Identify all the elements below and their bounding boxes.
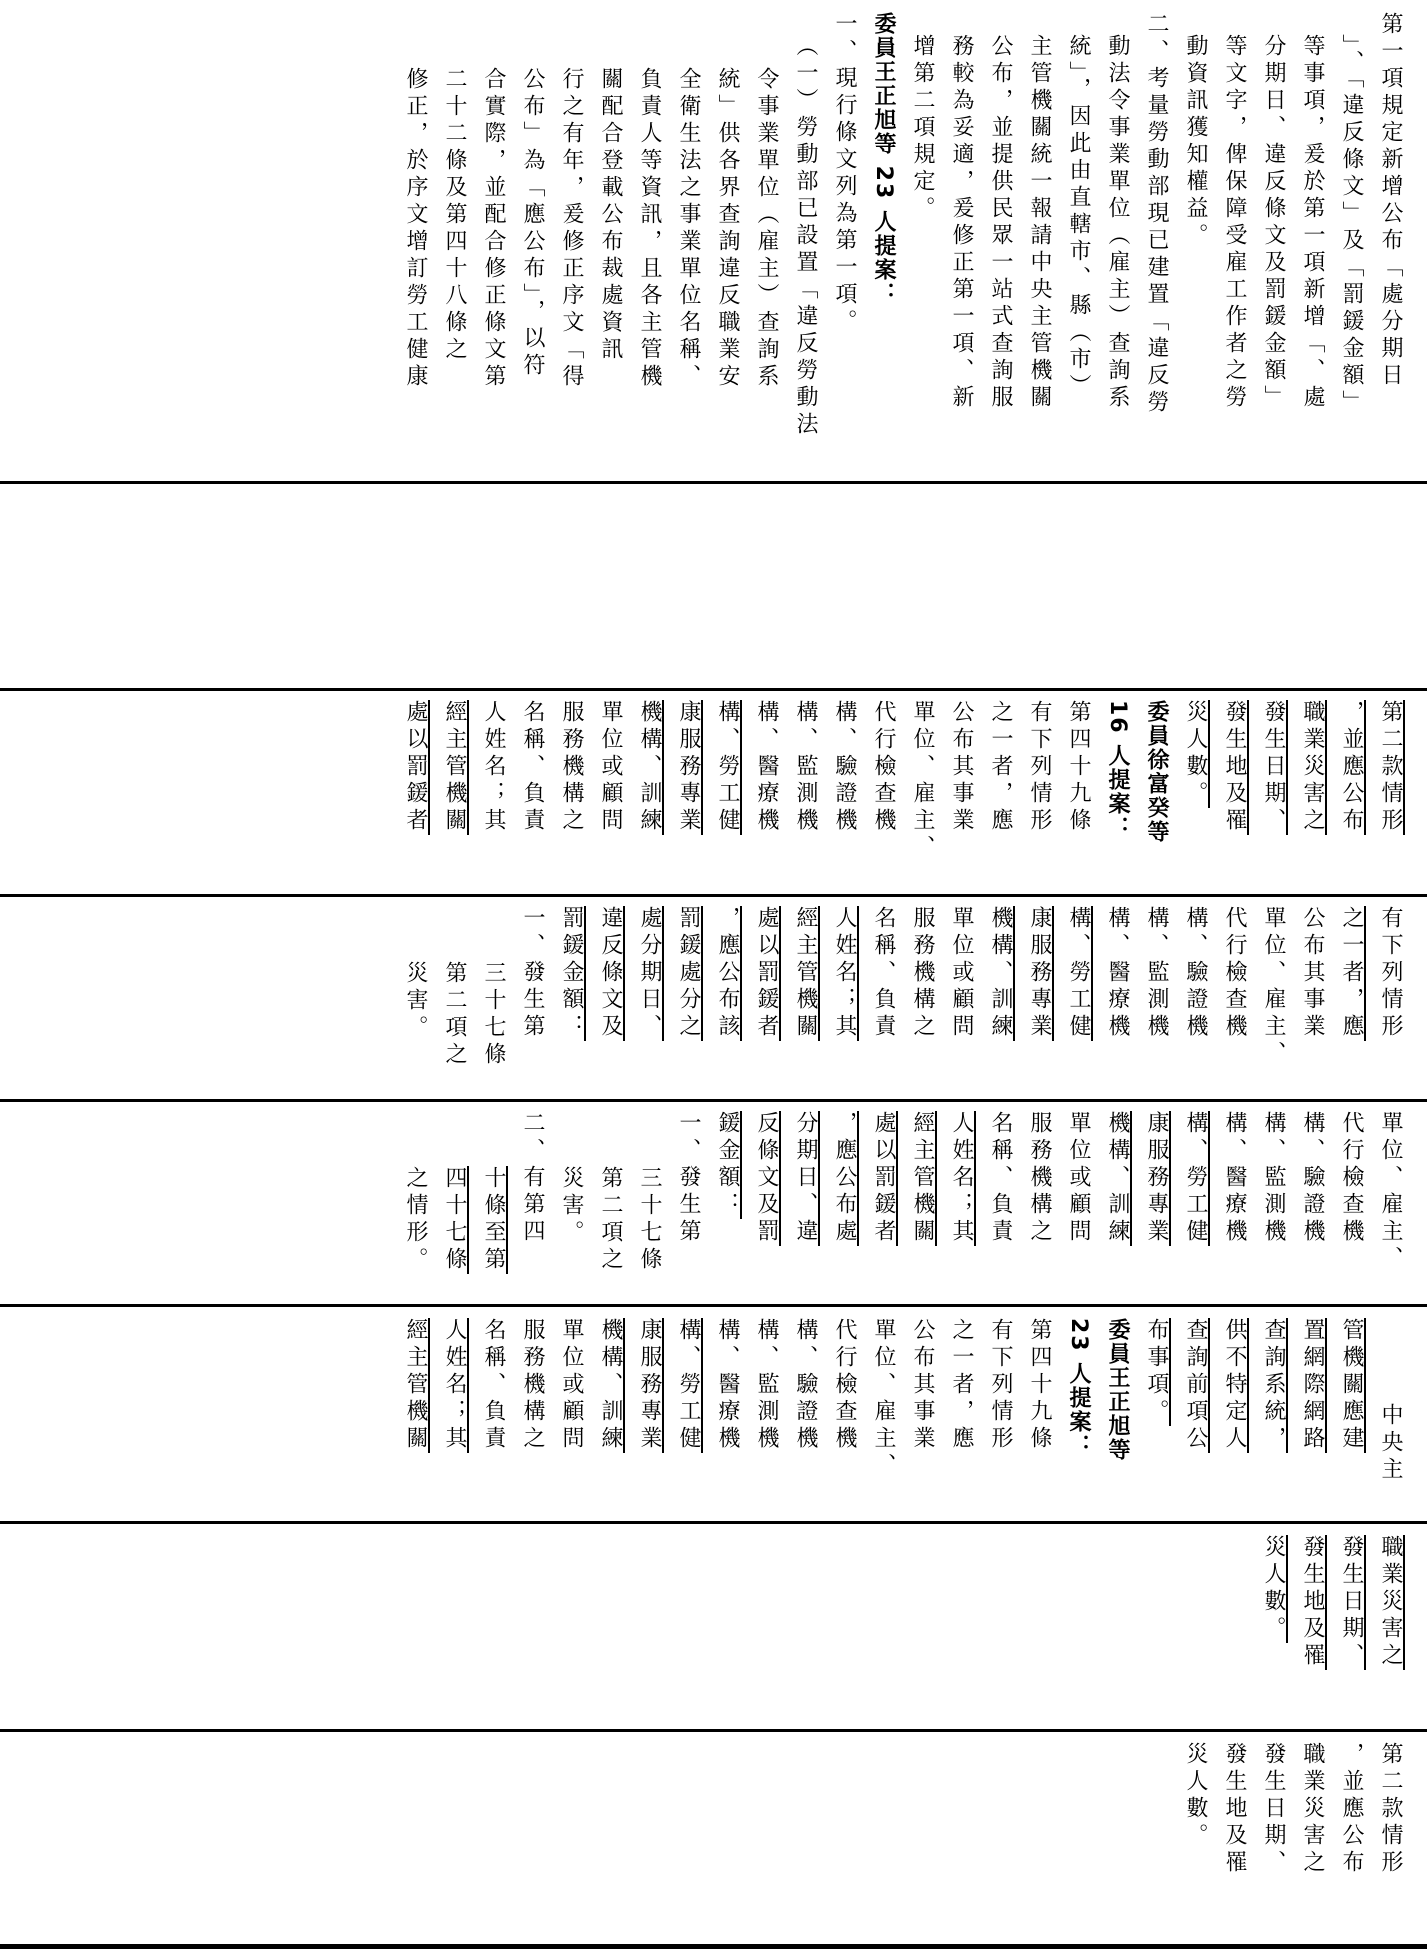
text-line: 處以罰鍰者: [871, 1111, 896, 1246]
text-line: 單位或顧問: [598, 700, 623, 835]
text-line: 代行檢查機: [871, 700, 896, 835]
divider-rule: [0, 894, 1427, 897]
article-text-block: [30, 1742, 1410, 1938]
text-line: 動資訊獲知權益。: [1183, 34, 1208, 250]
text-line: 統」，因此由直轄市、縣（市）: [1066, 34, 1091, 401]
text-line: 構、勞工健: [676, 1318, 701, 1453]
text-line: 人姓名；其: [949, 1111, 974, 1246]
explanation-block: [30, 12, 1410, 472]
article-text-block: [30, 906, 1410, 1092]
text-line: 一、現行條文列為第一項。: [832, 12, 857, 336]
text-line: 二、有第四: [520, 1111, 545, 1246]
text-line: 公布其事業: [949, 700, 974, 835]
text-line: 處以罰鍰者: [403, 700, 428, 835]
text-line: 單位、雇主、: [871, 1318, 896, 1480]
text-line: 中央主: [1378, 1403, 1403, 1484]
proposer-heading: 委員徐富癸等: [1144, 700, 1169, 844]
text-line: 之一者，應: [1339, 906, 1364, 1041]
text-line: 發生日期、: [1339, 1535, 1364, 1670]
text-line: 構、驗證機: [1183, 906, 1208, 1041]
text-line: 有下列情形: [988, 1318, 1013, 1453]
divider-rule: [0, 1304, 1427, 1307]
text-line: 關配合登載公布裁處資訊: [598, 67, 623, 364]
text-line: 行之有年，爰修正序文「得: [559, 67, 584, 391]
article-text-block: [30, 1535, 1410, 1721]
text-line: 主管機關統一報請中央主管機關: [1027, 34, 1052, 412]
text-line: 動法令事業單位（雇主）查詢系: [1105, 34, 1130, 412]
text-line: 名稱、負責: [520, 700, 545, 835]
text-line: 職業災害之: [1300, 1742, 1325, 1877]
text-line: 災害。: [559, 1166, 584, 1247]
text-line: 災人數。: [1261, 1535, 1286, 1643]
text-line: 服務機構之: [559, 700, 584, 835]
text-line: 第一項規定新增公布「處分期日: [1378, 12, 1403, 390]
proposer-heading: 委員王正旭等: [1105, 1318, 1130, 1462]
text-line: 一、發生第: [676, 1111, 701, 1246]
text-line: ，應公布該: [715, 906, 740, 1041]
text-line: 二十二條及第四十八條之: [442, 67, 467, 364]
text-line: 合實際，並配合修正條文第: [481, 67, 506, 391]
text-line: 構、醫療機: [1222, 1111, 1247, 1246]
text-line: 構、監測機: [793, 700, 818, 835]
text-line: 四十七條: [442, 1166, 467, 1274]
text-line: 災害。: [403, 961, 428, 1042]
text-line: 供不特定人: [1222, 1318, 1247, 1453]
text-line: 代行檢查機: [1222, 906, 1247, 1041]
text-line: 全衛生法之事業單位名稱、: [676, 67, 701, 391]
bottom-rule: [0, 1944, 1427, 1949]
text-line: 職業災害之: [1300, 700, 1325, 835]
text-line: 康服務專業: [637, 1318, 662, 1453]
text-line: 罰鍰金額：: [559, 906, 584, 1041]
text-line: 分期日、違: [793, 1111, 818, 1246]
article-text-block: [30, 1111, 1410, 1297]
text-line: 構、監測機: [754, 1318, 779, 1453]
text-line: 違反條文及: [598, 906, 623, 1041]
text-line: 有下列情形: [1378, 906, 1403, 1041]
text-line: 單位或顧問: [949, 906, 974, 1041]
text-line: 處分期日、: [637, 906, 662, 1041]
text-line: 發生地及罹: [1222, 1742, 1247, 1877]
text-line: 管機關應建: [1339, 1318, 1364, 1453]
text-line: 構、監測機: [1261, 1111, 1286, 1246]
text-line: 機構、訓練: [1105, 1111, 1130, 1246]
text-line: 負責人等資訊，且各主管機: [637, 67, 662, 391]
text-line: 單位、雇主、: [1378, 1111, 1403, 1273]
text-line: 第二款情形: [1378, 700, 1403, 835]
text-line: 增第二項規定。: [910, 34, 935, 223]
text-line: 構、監測機: [1144, 906, 1169, 1041]
proposer-heading: 委員王正旭等 23 人提案：: [871, 12, 896, 306]
text-line: 構、驗證機: [1300, 1111, 1325, 1246]
text-line: 修正，於序文增訂勞工健康: [403, 67, 428, 391]
divider-rule: [0, 1521, 1427, 1524]
text-line: 公布其事業: [1300, 906, 1325, 1041]
text-line: 鍰金額：: [715, 1111, 740, 1219]
text-line: 人姓名；其: [481, 700, 506, 835]
text-line: 查詢前項公: [1183, 1318, 1208, 1453]
text-line: 第二款情形: [1378, 1742, 1403, 1877]
text-line: 之一者，應: [988, 700, 1013, 835]
text-line: 一、發生第: [520, 906, 545, 1041]
text-line: 公布」為「應公布」，以符: [520, 67, 545, 380]
text-line: 單位、雇主、: [910, 700, 935, 862]
text-line: 職業災害之: [1378, 1535, 1403, 1670]
text-line: 發生地及罹: [1300, 1535, 1325, 1670]
text-line: 發生日期、: [1261, 1742, 1286, 1877]
text-line: 康服務專業: [1144, 1111, 1169, 1246]
text-line: 災人數。: [1183, 1742, 1208, 1850]
text-line: 第二項之: [442, 961, 467, 1069]
text-line: 發生地及罹: [1222, 700, 1247, 835]
text-line: ，並應公布: [1339, 700, 1364, 835]
text-line: 查詢系統，: [1261, 1318, 1286, 1453]
text-line: 經主管機關: [403, 1318, 428, 1453]
text-line: 罰鍰處分之: [676, 906, 701, 1041]
text-line: 康服務專業: [1027, 906, 1052, 1041]
text-line: 機構、訓練: [637, 700, 662, 835]
text-line: 構、勞工健: [1183, 1111, 1208, 1246]
text-line: 機構、訓練: [988, 906, 1013, 1041]
text-line: 人姓名；其: [832, 906, 857, 1041]
text-line: 構、醫療機: [754, 700, 779, 835]
text-line: 災人數。: [1183, 700, 1208, 808]
text-line: 十條至第: [481, 1166, 506, 1274]
text-line: 構、驗證機: [832, 700, 857, 835]
text-line: 公布，並提供民眾一站式查詢服: [988, 34, 1013, 412]
text-line: 二、考量勞動部現已建置「違反勞: [1144, 12, 1169, 417]
text-line: 處以罰鍰者: [754, 906, 779, 1041]
text-line: 有下列情形: [1027, 700, 1052, 835]
text-line: 構、勞工健: [715, 700, 740, 835]
article-text-block: [30, 700, 1410, 886]
text-line: 名稱、負責: [871, 906, 896, 1041]
text-line: 經主管機關: [793, 906, 818, 1041]
text-line: 發生日期、: [1261, 700, 1286, 835]
text-line: 構、醫療機: [715, 1318, 740, 1453]
text-line: 代行檢查機: [832, 1318, 857, 1453]
text-line: 機構、訓練: [598, 1318, 623, 1453]
proposer-heading: 23 人提案：: [1066, 1318, 1091, 1459]
text-line: 構、驗證機: [793, 1318, 818, 1453]
text-line: （一）勞動部已設置「違反勞動法: [793, 34, 818, 439]
text-line: 服務機構之: [520, 1318, 545, 1453]
text-line: 構、醫療機: [1105, 906, 1130, 1041]
text-line: 布事項。: [1144, 1318, 1169, 1426]
text-line: 反條文及罰: [754, 1111, 779, 1246]
text-line: 等事項，爰於第一項新增「、處: [1300, 34, 1325, 412]
text-line: 服務機構之: [1027, 1111, 1052, 1246]
text-line: 務較為妥適，爰修正第一項、新: [949, 34, 974, 412]
text-line: 經主管機關: [910, 1111, 935, 1246]
text-line: 代行檢查機: [1339, 1111, 1364, 1246]
text-line: 第四十九條: [1066, 700, 1091, 835]
text-line: 第二項之: [598, 1166, 623, 1274]
text-line: 等文字，俾保障受雇工作者之勞: [1222, 34, 1247, 412]
text-line: 康服務專業: [676, 700, 701, 835]
text-line: 單位或顧問: [559, 1318, 584, 1453]
text-line: 名稱、負責: [988, 1111, 1013, 1246]
proposer-heading: 16 人提案：: [1105, 700, 1130, 841]
divider-rule: [0, 1099, 1427, 1102]
text-line: 第四十九條: [1027, 1318, 1052, 1453]
text-line: 經主管機關: [442, 700, 467, 835]
text-line: 公布其事業: [910, 1318, 935, 1453]
text-line: 統」供各界查詢違反職業安: [715, 67, 740, 391]
text-line: 」、「違反條文」及「罰鍰金額」: [1339, 34, 1364, 417]
divider-rule: [0, 688, 1427, 691]
text-line: 人姓名；其: [442, 1318, 467, 1453]
text-line: 單位或顧問: [1066, 1111, 1091, 1246]
text-line: 三十七條: [481, 961, 506, 1069]
article-text-block: [30, 1318, 1410, 1514]
text-line: 構、勞工健: [1066, 906, 1091, 1041]
text-line: 分期日、違反條文及罰鍰金額」: [1261, 34, 1286, 412]
text-line: 單位、雇主、: [1261, 906, 1286, 1068]
text-line: 之情形。: [403, 1166, 428, 1274]
text-line: ，應公布處: [832, 1111, 857, 1246]
text-line: 名稱、負責: [481, 1318, 506, 1453]
text-line: 令事業單位（雇主）查詢系: [754, 67, 779, 391]
text-line: 三十七條: [637, 1166, 662, 1274]
divider-rule: [0, 1729, 1427, 1732]
text-line: 之一者，應: [949, 1318, 974, 1453]
text-line: ，並應公布: [1339, 1742, 1364, 1877]
text-line: 服務機構之: [910, 906, 935, 1041]
text-line: 置網際網路: [1300, 1318, 1325, 1453]
divider-rule: [0, 481, 1427, 484]
